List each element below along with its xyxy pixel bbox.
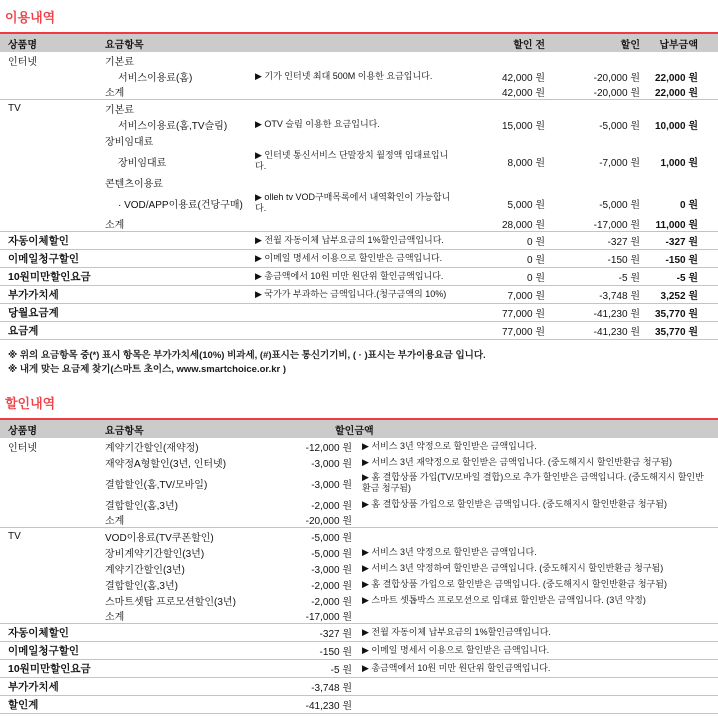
item-cell: 장비계약기간할인(3년) xyxy=(105,548,205,560)
discount-cell: -20,000 원 xyxy=(593,72,640,84)
desc-cell: ▶ 전월 자동이체 납부요금의 1%할인금액입니다. xyxy=(255,235,444,245)
discount-table-body xyxy=(0,438,718,714)
before-discount-cell: 0 원 xyxy=(527,273,545,284)
item-cell: 스마트셋탑 프로모션할인(3년) xyxy=(105,596,236,608)
usage-row xyxy=(0,52,718,68)
before-discount-cell: 42,000 원 xyxy=(501,88,545,99)
product-cell: 자동이체할인 xyxy=(8,235,69,247)
payment-cell: 3,252 원 xyxy=(660,291,698,302)
before-discount-cell: 0 원 xyxy=(527,255,545,266)
payment-cell: 35,770 원 xyxy=(654,309,698,320)
desc-cell xyxy=(255,58,460,62)
discount-row xyxy=(0,544,718,560)
usage-section-title: 이용내역 xyxy=(5,10,56,25)
desc-cell: ▶ 서비스 3년 약정으로 할인받은 금액입니다. xyxy=(362,546,537,557)
item-cell: 결합할인(홈,3년) xyxy=(105,500,178,512)
discount-cell: -17,000 원 xyxy=(593,220,640,231)
usage-row xyxy=(0,174,718,190)
footnotes xyxy=(8,349,718,377)
payment-cell: 35,770 원 xyxy=(654,327,698,338)
product-cell: 부가가치세 xyxy=(8,289,59,301)
usage-table-header xyxy=(0,32,718,52)
discount-amount-cell: -5,000 원 xyxy=(311,548,352,560)
discount-row xyxy=(0,660,718,678)
usage-section xyxy=(0,7,718,340)
discount-cell: -41,230 원 xyxy=(593,327,640,338)
footnote-tax-markers: ※ 위의 요금항목 중(*) 표시 항목은 부가가치세(10%) 비과세, (#)표시는 통신기기비, ( · )표시는 부가이용요금 입니다. xyxy=(8,350,486,361)
item-cell: 재약정A형할인(3년, 인터넷) xyxy=(105,458,227,470)
desc-cell xyxy=(255,180,460,184)
usage-header-payment: 납부금액 xyxy=(659,39,698,51)
discount-amount-cell: -5 원 xyxy=(330,665,352,676)
footnote-smartchoice: ※ 내게 맞는 요금제 찾기(스마트 초이스, www.smartchoice.or.kr ) xyxy=(8,364,286,375)
before-discount-cell: 7,000 원 xyxy=(507,291,545,302)
item-cell: 소계 xyxy=(105,612,125,623)
desc-cell: ▶ 총금액에서 10원 미만 원단위 할인금액입니다. xyxy=(362,663,551,673)
usage-row xyxy=(0,132,718,148)
product-cell: TV xyxy=(8,530,21,542)
item-cell: 계약기간할인(재약정) xyxy=(105,442,199,454)
usage-header-before-discount: 할인 전 xyxy=(513,39,545,51)
usage-row xyxy=(0,304,718,322)
product-cell: 10원미만할인요금 xyxy=(8,271,91,283)
item-cell: 서비스이용료(홈,TV슬림) xyxy=(118,120,228,132)
discount-row xyxy=(0,678,718,696)
item-cell: · VOD/APP이용료(건당구매) xyxy=(118,199,243,211)
usage-row xyxy=(0,116,718,132)
discount-row xyxy=(0,592,718,608)
discount-row xyxy=(0,696,718,714)
discount-amount-cell: -2,000 원 xyxy=(311,580,352,592)
discount-cell: -5,000 원 xyxy=(599,199,640,211)
discount-cell: -41,230 원 xyxy=(593,309,640,320)
usage-header-product: 상품명 xyxy=(8,39,37,51)
discount-amount-cell: -2,000 원 xyxy=(311,596,352,608)
discount-section xyxy=(0,393,718,714)
item-cell: 서비스이용료(홈) xyxy=(118,72,193,84)
desc-cell: ▶ olleh tv VOD구매목록에서 내역확인이 가능합니다. xyxy=(255,192,451,213)
discount-cell: -20,000 원 xyxy=(593,88,640,99)
discount-cell: -5,000 원 xyxy=(599,120,640,132)
usage-row xyxy=(0,100,718,116)
desc-cell xyxy=(255,106,460,110)
product-cell: TV xyxy=(8,102,21,114)
discount-amount-cell: -12,000 원 xyxy=(305,442,352,454)
discount-amount-cell: -327 원 xyxy=(319,629,352,640)
before-discount-cell: 28,000 원 xyxy=(501,220,545,231)
payment-cell: 1,000 원 xyxy=(660,157,698,169)
desc-cell: ▶ OTV 슬림 이용한 요금입니다. xyxy=(255,118,380,129)
before-discount-cell: 5,000 원 xyxy=(507,199,545,211)
before-discount-cell: 15,000 원 xyxy=(501,120,545,132)
desc-cell xyxy=(255,138,460,142)
product-cell: 인터넷 xyxy=(8,56,37,68)
discount-amount-cell: -150 원 xyxy=(319,647,352,658)
discount-table xyxy=(0,418,718,714)
item-cell: 결합할인(홈,TV/모바일) xyxy=(105,479,208,491)
discount-cell: -5 원 xyxy=(618,273,640,284)
discount-amount-cell: -17,000 원 xyxy=(305,612,352,623)
item-cell: 소계 xyxy=(105,220,125,231)
desc-cell: ▶ 이메일 명세서 이용으로 할인받은 금액입니다. xyxy=(255,253,443,263)
product-cell: 요금계 xyxy=(8,325,39,337)
discount-amount-cell: -2,000 원 xyxy=(311,500,352,512)
discount-row xyxy=(0,470,718,496)
desc-cell: ▶ 총금액에서 10원 미만 원단위 할인금액입니다. xyxy=(255,271,444,281)
item-cell: 소계 xyxy=(105,516,125,527)
product-cell: 부가가치세 xyxy=(8,681,59,693)
discount-row xyxy=(0,624,718,642)
desc-cell xyxy=(255,222,460,226)
usage-row xyxy=(0,286,718,304)
usage-row xyxy=(0,250,718,268)
desc-cell: ▶ 홈 결합상품 가입으로 할인받은 금액입니다. (중도해지시 할인반환금 청구됨) xyxy=(362,578,667,589)
discount-amount-cell: -20,000 원 xyxy=(305,516,352,527)
payment-cell: -150 원 xyxy=(665,255,698,266)
desc-cell: ▶ 스마트 셋톱박스 프로모션으로 임대료 할인받은 금액입니다. (3년 약정) xyxy=(362,594,646,605)
desc-cell xyxy=(255,311,460,315)
desc-cell: ▶ 기가 인터넷 최대 500M 이용한 요금입니다. xyxy=(255,70,433,81)
payment-cell: -5 원 xyxy=(676,273,698,284)
payment-cell: 10,000 원 xyxy=(654,120,698,132)
desc-cell: ▶ 이메일 명세서 이용으로 할인받은 금액입니다. xyxy=(362,645,550,655)
discount-cell: -150 원 xyxy=(607,255,640,266)
item-cell: 계약기간할인(3년) xyxy=(105,564,185,576)
payment-cell: 22,000 원 xyxy=(654,88,698,99)
product-cell: 인터넷 xyxy=(8,442,37,454)
desc-cell xyxy=(352,534,710,538)
product-cell: 당월요금계 xyxy=(8,307,59,319)
usage-row xyxy=(0,216,718,232)
usage-row xyxy=(0,268,718,286)
desc-cell xyxy=(352,703,710,707)
usage-row xyxy=(0,232,718,250)
desc-cell: ▶ 서비스 3년 재약정으로 할인받은 금액입니다. (중도해지시 할인반환금 청구됨) xyxy=(362,456,672,467)
product-cell: 자동이체할인 xyxy=(8,627,69,639)
before-discount-cell: 77,000 원 xyxy=(501,309,545,320)
usage-table xyxy=(0,32,718,340)
discount-amount-cell: -5,000 원 xyxy=(311,532,352,544)
discount-section-title: 할인내역 xyxy=(5,396,56,411)
desc-cell: ▶ 홈 결합상품 가입으로 할인받은 금액입니다. (중도해지시 할인반환금 청구됨) xyxy=(362,498,667,509)
item-cell: 결합할인(홈,3년) xyxy=(105,580,178,592)
discount-amount-cell: -3,748 원 xyxy=(311,683,352,694)
product-cell: 이메일청구할인 xyxy=(8,253,80,265)
discount-row xyxy=(0,454,718,470)
usage-row xyxy=(0,84,718,100)
desc-cell: ▶ 국가가 부과하는 금액입니다.(청구금액의 10%) xyxy=(255,289,447,299)
discount-cell: -7,000 원 xyxy=(599,157,640,169)
item-cell: 기본료 xyxy=(105,56,134,68)
before-discount-cell: 77,000 원 xyxy=(501,327,545,338)
discount-header-product: 상품명 xyxy=(8,425,37,437)
desc-cell: ▶ 서비스 3년 약정하여 할인받은 금액입니다. (중도해지시 할인반환금 청구됨) xyxy=(362,562,664,573)
usage-header-item: 요금항목 xyxy=(105,39,144,51)
discount-row xyxy=(0,642,718,660)
desc-cell xyxy=(352,518,710,522)
desc-cell: ▶ 서비스 3년 약정으로 할인받은 금액입니다. xyxy=(362,440,537,451)
usage-header-discount: 할인 xyxy=(620,39,640,51)
item-cell: VOD이용료(TV쿠폰할인) xyxy=(105,532,214,544)
discount-row xyxy=(0,608,718,624)
payment-cell: 22,000 원 xyxy=(654,72,698,84)
discount-row xyxy=(0,560,718,576)
desc-cell: ▶ 인터넷 통신서비스 단말장치 월정액 임대료입니다. xyxy=(255,150,449,171)
item-cell: 장비임대료 xyxy=(105,136,154,148)
product-cell: 이메일청구할인 xyxy=(8,645,80,657)
desc-cell: ▶ 홈 결합상품 가입(TV/모바일 결합)으로 추가 할인받은 금액입니다. (중도해지시 할인반환금 청구됨) xyxy=(362,472,704,493)
before-discount-cell: 8,000 원 xyxy=(507,157,545,169)
desc-cell: ▶ 전월 자동이체 납부요금의 1%할인금액입니다. xyxy=(362,627,551,637)
discount-row xyxy=(0,512,718,528)
discount-header-amount: 할인금액 xyxy=(335,425,374,437)
discount-cell: -327 원 xyxy=(607,237,640,248)
desc-cell xyxy=(255,90,460,94)
discount-amount-cell: -41,230 원 xyxy=(305,701,352,712)
item-cell: 콘텐츠이용료 xyxy=(105,178,163,190)
product-cell: 할인계 xyxy=(8,699,39,711)
payment-cell: 0 원 xyxy=(680,199,698,211)
discount-row xyxy=(0,576,718,592)
item-cell: 장비임대료 xyxy=(118,157,167,169)
desc-cell xyxy=(352,614,710,618)
payment-cell: 11,000 원 xyxy=(655,220,698,231)
discount-table-header xyxy=(0,418,718,438)
discount-amount-cell: -3,000 원 xyxy=(311,564,352,576)
discount-amount-cell: -3,000 원 xyxy=(311,479,352,491)
desc-cell xyxy=(352,685,710,689)
discount-header-item: 요금항목 xyxy=(105,425,144,437)
usage-row xyxy=(0,190,718,216)
desc-cell xyxy=(255,329,460,333)
usage-row xyxy=(0,148,718,174)
discount-amount-cell: -3,000 원 xyxy=(311,458,352,470)
usage-row xyxy=(0,322,718,340)
discount-row xyxy=(0,528,718,544)
item-cell: 소계 xyxy=(105,88,125,99)
payment-cell: -327 원 xyxy=(665,237,698,248)
discount-cell: -3,748 원 xyxy=(599,291,640,302)
before-discount-cell: 0 원 xyxy=(527,237,545,248)
item-cell: 기본료 xyxy=(105,104,134,116)
discount-row xyxy=(0,438,718,454)
usage-row xyxy=(0,68,718,84)
usage-table-body xyxy=(0,52,718,340)
before-discount-cell: 42,000 원 xyxy=(501,72,545,84)
discount-row xyxy=(0,496,718,512)
product-cell: 10원미만할인요금 xyxy=(8,663,91,675)
